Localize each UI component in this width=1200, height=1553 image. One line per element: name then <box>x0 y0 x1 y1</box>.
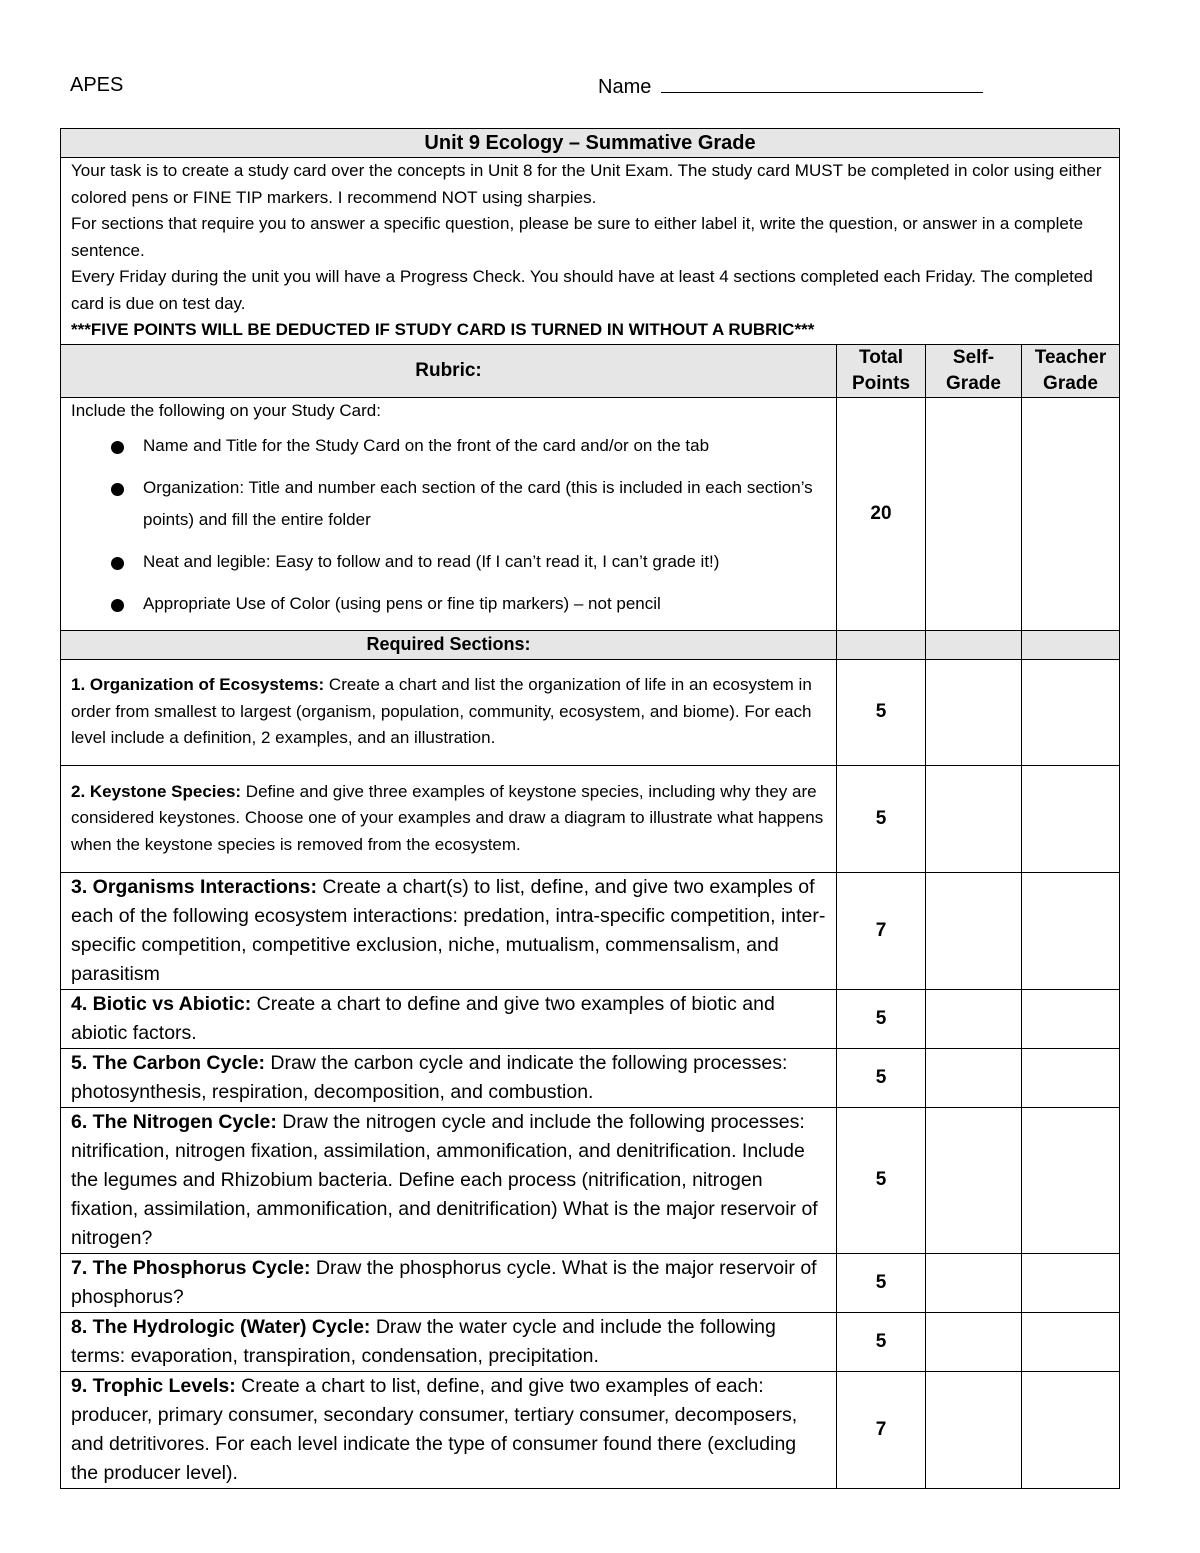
general-requirements <box>61 397 837 630</box>
rubric-table <box>60 128 1120 1489</box>
instructions-paragraph-2: For sections that require you to answer a specific question, please be sure to either label it, write the question, or answer in a complete sentence. <box>71 214 1084 260</box>
column-header-row <box>61 344 1120 397</box>
section-text: Create a chart to list, define, and give two examples of each: producer, primary consumer, secondary consumer, tertiary consumer, decomposers, and detritivores. For each level indicate the type of consumer found there (excluding the producer level). <box>71 1374 798 1484</box>
total-points-cell: 5 <box>837 989 926 1048</box>
list-item-text: Neat and legible: Easy to follow and to read (If I can’t read it, I can’t grade it!) <box>143 551 720 571</box>
section-description <box>61 872 837 989</box>
total-points-header-line-2: Points <box>851 372 911 394</box>
teacher-grade-cell <box>1022 872 1120 989</box>
section-title: 1. Organization of Ecosystems: <box>71 675 325 695</box>
section-text: Create a chart and list the organization of life in an ecosystem in order from smallest to largest (organism, population, community, ecosystem, and biome). For each level include a definition, 2 examples, and an illustration. <box>71 675 812 748</box>
teacher-grade-cell <box>1022 630 1120 659</box>
table-row <box>61 989 1120 1048</box>
bullet-icon <box>111 557 124 570</box>
name-field <box>598 74 983 99</box>
section-description <box>61 1253 837 1312</box>
self-grade-cell <box>926 630 1022 659</box>
section-text: Draw the carbon cycle and indicate the following processes: photosynthesis, respiration, decomposition, and combustion. <box>71 1051 788 1103</box>
bullet-icon <box>111 599 124 612</box>
total-points-header-line-1: Total <box>859 346 903 368</box>
self-grade-cell <box>926 1048 1022 1107</box>
section-title: 6. The Nitrogen Cycle: <box>71 1110 277 1133</box>
section-description <box>61 659 837 765</box>
instructions <box>61 158 1120 345</box>
section-text: Draw the phosphorus cycle. What is the major reservoir of phosphorus? <box>71 1256 817 1308</box>
general-requirements-row <box>61 397 1120 630</box>
rubric-header: Rubric: <box>61 344 837 397</box>
section-title: 5. The Carbon Cycle: <box>71 1051 265 1074</box>
section-title: 2. Keystone Species: <box>71 781 242 801</box>
teacher-grade-cell <box>1022 1048 1120 1107</box>
instructions-paragraph-1: Your task is to create a study card over the concepts in Unit 8 for the Unit Exam. The study card MUST be completed in color using either colored pens or FINE TIP markers. I recommend NOT using sharpies. <box>71 161 1102 207</box>
teacher-grade-cell <box>1022 1253 1120 1312</box>
rubric-warning: ***FIVE POINTS WILL BE DEDUCTED IF STUDY CARD IS TURNED IN WITHOUT A RUBRIC*** <box>71 320 815 339</box>
list-item-text: Organization: Title and number each section of the card (this is included in each section’s points) and fill the entire folder <box>143 477 813 529</box>
teacher-grade-cell <box>1022 989 1120 1048</box>
self-grade-cell <box>926 989 1022 1048</box>
section-title: 8. The Hydrologic (Water) Cycle: <box>71 1315 371 1338</box>
self-grade-cell <box>926 397 1022 630</box>
course-label: APES <box>70 74 124 96</box>
teacher-grade-header-line-2: Grade <box>1043 372 1098 394</box>
section-description <box>61 989 837 1048</box>
section-text: Draw the nitrogen cycle and include the following processes: nitrification, nitrogen fixation, assimilation, ammonification, and denitrification. Include the legumes and Rhizobium bacteria. Define each process (nitrification, nitrogen fixation, assimilation, ammonification, and denitrification) What is the major reservoir of nitrogen? <box>71 1110 818 1249</box>
table-row <box>61 765 1120 872</box>
self-grade-cell <box>926 1371 1022 1488</box>
document-title: Unit 9 Ecology – Summative Grade <box>61 129 1120 158</box>
total-points-cell: 5 <box>837 1048 926 1107</box>
self-grade-cell <box>926 1107 1022 1253</box>
total-points-cell: 7 <box>837 872 926 989</box>
section-title: 4. Biotic vs Abiotic: <box>71 992 252 1015</box>
section-description <box>61 1107 837 1253</box>
total-points-cell: 5 <box>837 765 926 872</box>
list-item <box>71 588 826 620</box>
total-points-cell: 20 <box>837 397 926 630</box>
section-title: 9. Trophic Levels: <box>71 1374 236 1397</box>
bullet-icon <box>111 441 124 454</box>
total-points-header <box>837 344 926 397</box>
intro-row <box>61 158 1120 345</box>
self-grade-cell <box>926 765 1022 872</box>
list-item <box>71 430 826 462</box>
section-title: 3. Organisms Interactions: <box>71 875 317 898</box>
instructions-paragraph-3: Every Friday during the unit you will have a Progress Check. You should have at least 4 sections completed each Friday. The completed card is due on test day. <box>71 267 1093 313</box>
bullet-icon <box>111 483 124 496</box>
name-blank-line <box>661 74 983 93</box>
general-requirements-list <box>71 430 826 620</box>
general-requirements-lead: Include the following on your Study Card: <box>71 400 381 420</box>
section-text: Create a chart to define and give two examples of biotic and abiotic factors. <box>71 992 775 1044</box>
total-points-cell: 5 <box>837 1312 926 1371</box>
teacher-grade-header-line-1: Teacher <box>1034 346 1107 368</box>
title-row <box>61 129 1120 158</box>
self-grade-header-line-2: Grade <box>946 372 1001 394</box>
section-description <box>61 1048 837 1107</box>
section-title: 7. The Phosphorus Cycle: <box>71 1256 311 1279</box>
self-grade-cell <box>926 1312 1022 1371</box>
teacher-grade-cell <box>1022 1107 1120 1253</box>
required-sections-label: Required Sections: <box>61 630 837 659</box>
teacher-grade-cell <box>1022 765 1120 872</box>
table-row <box>61 1253 1120 1312</box>
table-row <box>61 1312 1120 1371</box>
section-description <box>61 1371 837 1488</box>
section-text: Create a chart(s) to list, define, and give two examples of each of the following ecosystem interactions: predation, intra-specific competition, inter-specific competition, competitive exclusion, niche, mutualism, commensalism, and parasitism <box>71 875 826 985</box>
table-row <box>61 872 1120 989</box>
section-description <box>61 765 837 872</box>
section-text: Define and give three examples of keystone species, including why they are considered keystones. Choose one of your examples and draw a diagram to illustrate what happens when the keystone species is removed from the ecosystem. <box>71 781 824 854</box>
self-grade-header-line-1: Self- <box>952 346 995 368</box>
teacher-grade-cell <box>1022 397 1120 630</box>
total-points-cell: 7 <box>837 1371 926 1488</box>
self-grade-cell <box>926 872 1022 989</box>
teacher-grade-cell <box>1022 659 1120 765</box>
self-grade-cell <box>926 1253 1022 1312</box>
total-points-cell: 5 <box>837 659 926 765</box>
list-item <box>71 472 826 536</box>
table-row <box>61 1371 1120 1488</box>
teacher-grade-cell <box>1022 1312 1120 1371</box>
section-description <box>61 1312 837 1371</box>
required-sections-row <box>61 630 1120 659</box>
total-points-cell: 5 <box>837 1107 926 1253</box>
name-label: Name <box>598 76 652 98</box>
section-text: Draw the water cycle and include the following terms: evaporation, transpiration, condensation, precipitation. <box>71 1315 776 1367</box>
table-row <box>61 659 1120 765</box>
teacher-grade-cell <box>1022 1371 1120 1488</box>
list-item-text: Name and Title for the Study Card on the front of the card and/or on the tab <box>143 435 710 455</box>
total-points-cell: 5 <box>837 1253 926 1312</box>
self-grade-header <box>926 344 1022 397</box>
teacher-grade-header <box>1022 344 1120 397</box>
table-row <box>61 1048 1120 1107</box>
self-grade-cell <box>926 659 1022 765</box>
list-item <box>71 546 826 578</box>
table-row <box>61 1107 1120 1253</box>
list-item-text: Appropriate Use of Color (using pens or fine tip markers) – not pencil <box>143 593 661 613</box>
total-points-cell <box>837 630 926 659</box>
